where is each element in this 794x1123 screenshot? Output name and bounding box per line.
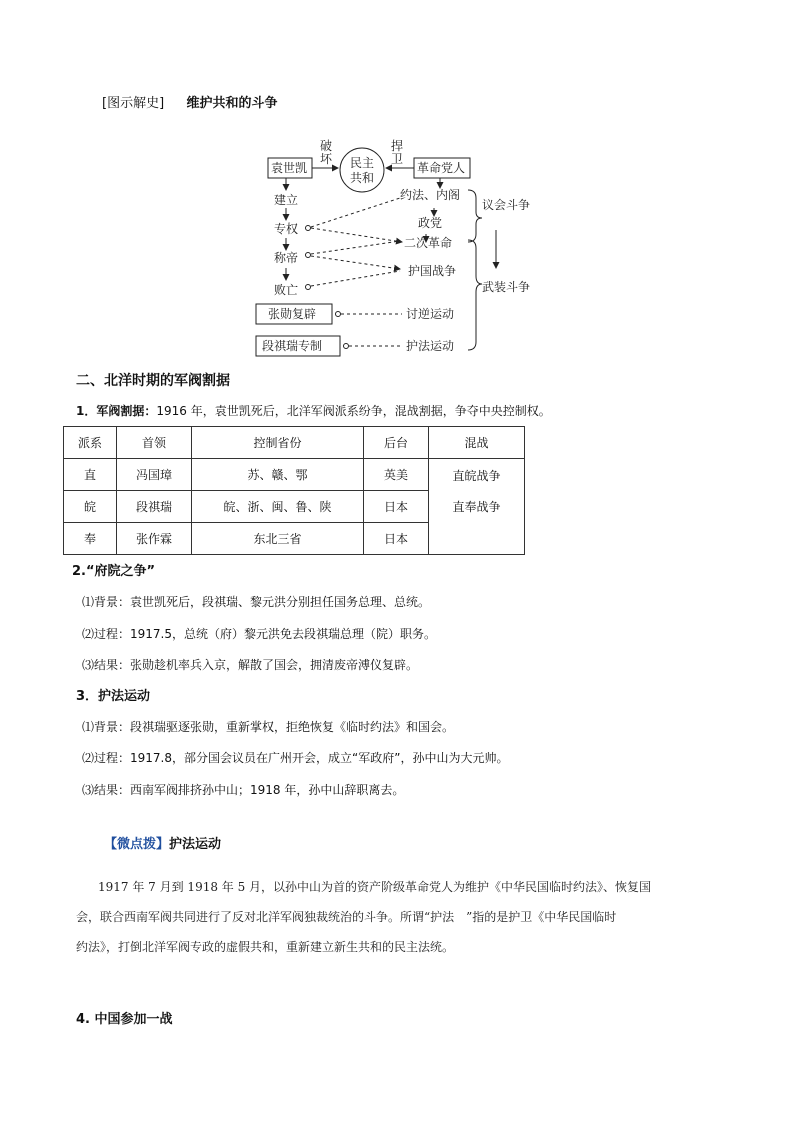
section2-title: 二、北洋时期的军阀割据: [76, 373, 230, 389]
item3-p3-text: 西南军阀排挤孙中山；1918 年，孙中山辞职离去。: [130, 783, 405, 797]
item3-p1-text: 段祺瑞驱逐张勋，重新掌权，拒绝恢复《临时约法》和国会。: [130, 720, 455, 734]
item2-p3: [82, 657, 418, 673]
node-autocracy: 专权: [274, 222, 299, 236]
node-duan: 段祺瑞专制: [262, 339, 323, 353]
node-republic-2: 共和: [350, 171, 375, 185]
node-second-revolution: 二次革命: [404, 236, 453, 250]
war-zhifeng: 直奉战争: [452, 500, 501, 514]
tip-tag: 【微点拨】: [104, 837, 170, 852]
tip-title: 护法运动: [169, 837, 222, 852]
header-provinces: 控制省份: [192, 427, 364, 459]
cell-provinces: 苏、赣、鄂: [192, 459, 364, 491]
node-defeat: 败亡: [274, 283, 299, 297]
header-backer: 后台: [364, 427, 429, 459]
tip-line-3: 约法》，打倒北洋军阀专政的虚假共和，重新建立新生共和的民主法统。: [76, 940, 455, 954]
cell-faction: 直: [64, 459, 117, 491]
label-destroy: 破坏: [319, 139, 332, 166]
node-protect-war: 护国战争: [408, 264, 457, 278]
item4-title: 4. 中国参加一战: [76, 1012, 173, 1027]
item2-p1: [82, 594, 430, 610]
label-defend: 捍卫: [390, 139, 403, 166]
item2-p3-text: 张勋趁机率兵入京，解散了国会，拥清废帝溥仪复辟。: [130, 658, 419, 672]
tip-paragraph: [76, 872, 726, 962]
header-wars: 混战: [429, 427, 525, 459]
war-zhiwan: 直皖战争: [452, 469, 501, 483]
item3-p2-label: ⑵过程：: [82, 751, 131, 765]
cell-leader: 张作霖: [117, 523, 192, 555]
item2-p1-text: 袁世凯死后，段祺瑞、黎元洪分别担任国务总理、总统。: [130, 595, 431, 609]
label-armed-struggle: 武装斗争: [482, 280, 531, 294]
cell-leader: 冯国璋: [117, 459, 192, 491]
tip-heading: [104, 836, 221, 854]
item2-p2: [82, 626, 436, 642]
warlord-table: [63, 426, 525, 555]
republic-struggle-diagram: [250, 138, 550, 360]
cell-faction: 皖: [64, 491, 117, 523]
item3-p1: [82, 719, 454, 735]
item2-p2-label: ⑵过程：: [82, 627, 131, 641]
header-faction: 派系: [64, 427, 117, 459]
diagram-heading-title: 维护共和的斗争: [186, 96, 278, 111]
header-leader: 首领: [117, 427, 192, 459]
cell-wars: [429, 459, 525, 555]
node-republic-1: 民主: [350, 156, 375, 170]
item2-p3-label: ⑶结果：: [82, 658, 131, 672]
cell-leader: 段祺瑞: [117, 491, 192, 523]
tip-line-1: 1917 年 7 月到 1918 年 5 月，以孙中山为首的资产阶级革命党人为维护《中华民国临时约法》、恢复国: [98, 880, 652, 894]
tip-line-2: 会，联合西南军阀共同进行了反对北洋军阀独裁统治的斗争。所谓“护法 ”指的是护卫《中华民国临时: [76, 910, 617, 924]
item1-text: 1916 年，袁世凯死后，北洋军阀派系纷争，混战割据，争夺中央控制权。: [156, 404, 551, 418]
table-header-row: [64, 427, 525, 459]
node-zhang: 张勋复辟: [268, 307, 317, 321]
item3-p2: [82, 750, 508, 766]
item3-p3: [82, 782, 404, 798]
node-revolutionaries: 革命党人: [417, 161, 466, 175]
cell-backer: 日本: [364, 491, 429, 523]
cell-provinces: 东北三省: [192, 523, 364, 555]
diagram-heading-prefix: [图示解史]: [102, 96, 165, 111]
node-party: 政党: [418, 216, 443, 230]
table-row: [64, 459, 525, 491]
node-constitution: 约法、内阁: [400, 188, 461, 202]
item2-p2-text: 1917.5，总统（府）黎元洪免去段祺瑞总理（院）职务。: [130, 627, 437, 641]
cell-provinces: 皖、浙、闽、鲁、陕: [192, 491, 364, 523]
item3-p2-text: 1917.8，部分国会议员在广州开会，成立“军政府”，孙中山为大元帅。: [130, 751, 509, 765]
item2-p1-label: ⑴背景：: [82, 595, 131, 609]
item3-p1-label: ⑴背景：: [82, 720, 131, 734]
item3-title: 3．护法运动: [76, 689, 151, 704]
node-establish: 建立: [274, 193, 299, 207]
node-yuan: 袁世凯: [271, 161, 308, 175]
label-parliament-struggle: 议会斗争: [482, 198, 531, 212]
diagram-heading: [102, 95, 277, 113]
node-constitution-protect: 护法运动: [406, 339, 455, 353]
item3-p3-label: ⑶结果：: [82, 783, 131, 797]
cell-faction: 奉: [64, 523, 117, 555]
item2-title: 2.“府院之争”: [72, 564, 156, 579]
cell-backer: 日本: [364, 523, 429, 555]
item1-label: 1．军阀割据：: [76, 404, 157, 418]
cell-backer: 英美: [364, 459, 429, 491]
item1: [76, 403, 551, 419]
node-anti-restoration: 讨逆运动: [406, 307, 455, 321]
republic-circle: [340, 148, 384, 192]
node-emperor: 称帝: [274, 251, 299, 265]
